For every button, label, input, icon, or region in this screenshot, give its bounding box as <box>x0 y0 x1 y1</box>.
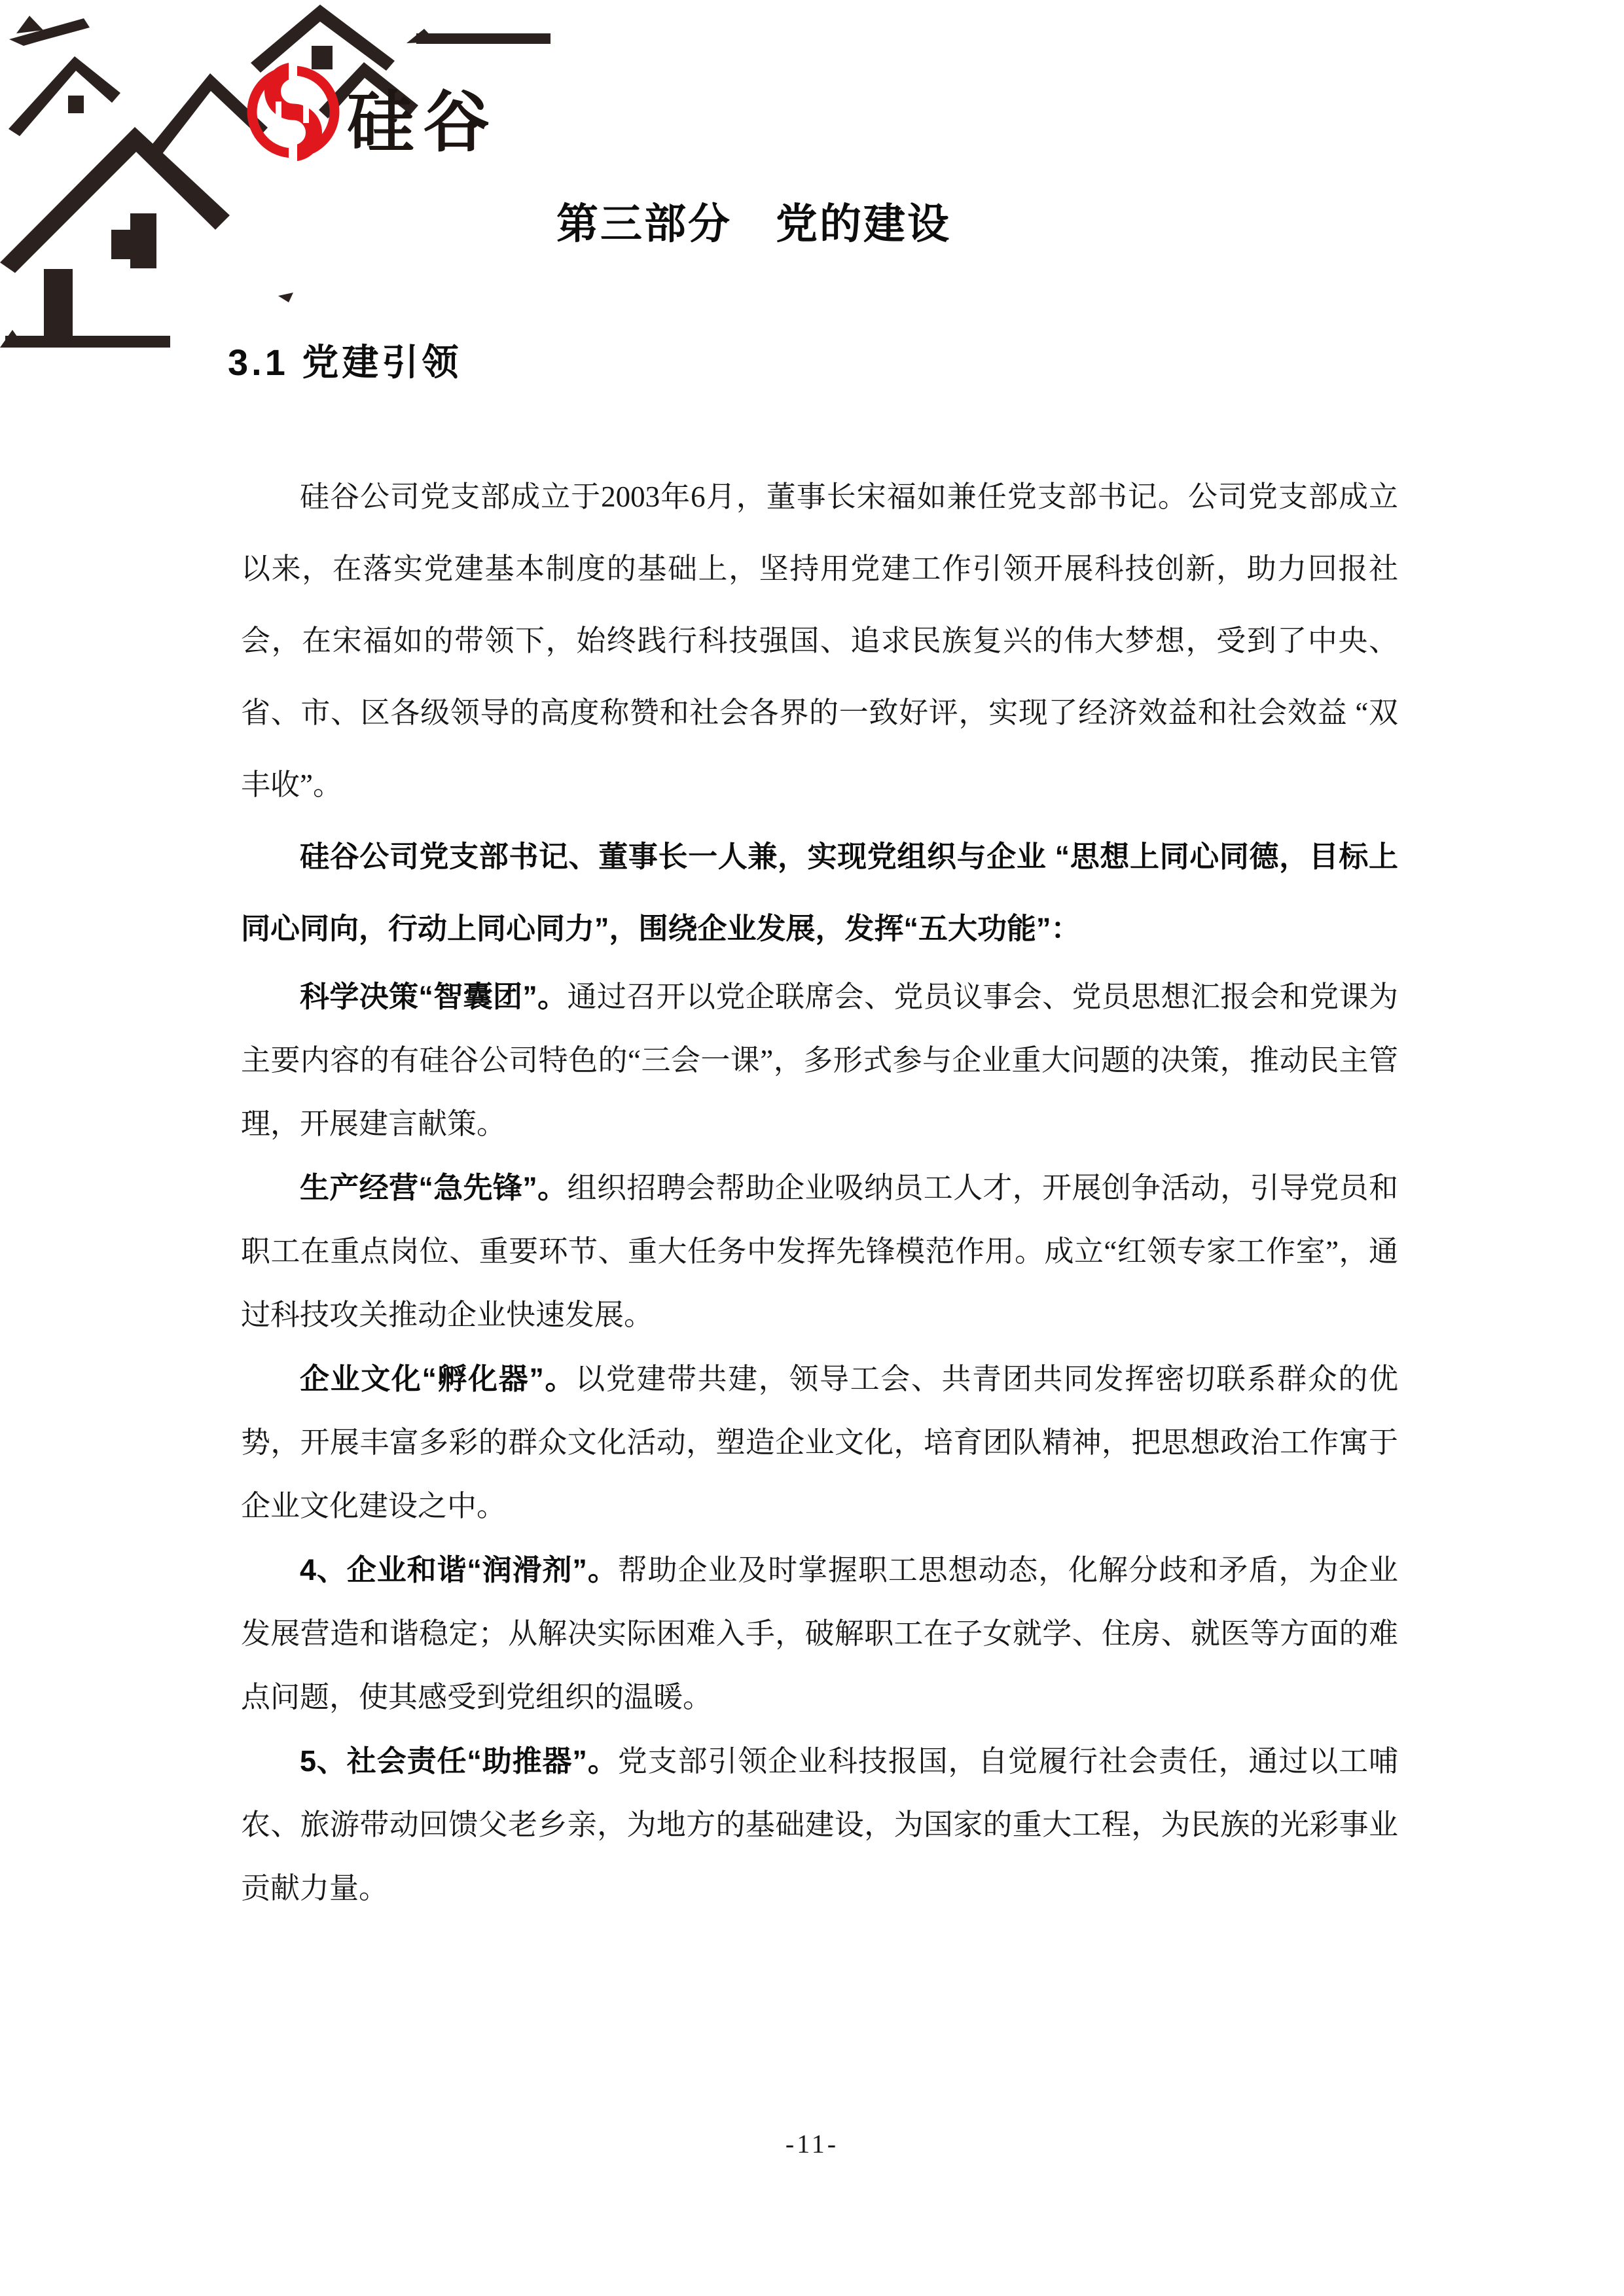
paragraph-lead: 5、社会责任“助推器”。 <box>300 1744 618 1778</box>
paragraph-text: 硅谷公司党支部成立于2003年6月，董事长宋福如兼任党支部书记。公司党支部成立以来，在落实党建基本制度的基础上，坚持用党建工作引领开展科技创新，助力回报社会，在宋福如的带领下，始终践行科技强国、追求民族复兴的伟大梦想，受到了中央、省、市、区各级领导的高度称赞和社会各界的一致好评，实现了经济效益和社会效益 “双丰收”。 <box>241 480 1398 801</box>
paragraph <box>241 965 1398 1156</box>
page-title: 第三部分 党的建设 <box>556 200 951 247</box>
paragraph-text: 帮助企业及时掌握职工思想动态，化解分歧和矛盾，为企业发展营造和谐稳定；从解决实际困难入手，破解职工在子女就学、住房、就医等方面的难点问题，使其感受到党组织的温暖。 <box>241 1554 1398 1713</box>
paragraph-text: 通过召开以党企联席会、党员议事会、党员思想汇报会和党课为主要内容的有硅谷公司特色的“三会一课”，多形式参与企业重大问题的决策，推动民主管理，开展建言献策。 <box>241 980 1398 1140</box>
paragraph-lead: 4、企业和谐“润滑剂”。 <box>300 1553 618 1587</box>
paragraph-lead: 硅谷公司党支部书记、董事长一人兼，实现党组织与企业 “思想上同心同德，目标上同心同向，行动上同心同力”，围绕企业发展，发挥“五大功能”： <box>241 840 1398 945</box>
paragraph <box>241 1729 1398 1920</box>
document-body <box>241 461 1398 1920</box>
paragraph-text: 组织招聘会帮助企业吸纳员工人才，开展创争活动，引导党员和职工在重点岗位、重要环节、重大任务中发挥先锋模范作用。成立“红领专家工作室”，通过科技攻关推动企业快速发展。 <box>241 1172 1398 1331</box>
paragraph <box>241 1347 1398 1538</box>
paragraph-lead: 企业文化“孵化器”。 <box>300 1362 576 1395</box>
section-heading: 3.1 党建引领 <box>228 342 462 383</box>
paragraph-lead: 科学决策“智囊团”。 <box>300 980 568 1013</box>
paragraph-text: 党支部引领企业科技报国，自觉履行社会责任，通过以工哺农、旅游带动回馈父老乡亲，为地方的基础建设，为国家的重大工程，为民族的光彩事业贡献力量。 <box>241 1745 1398 1905</box>
logo-wordmark: 硅谷 <box>347 85 499 160</box>
paragraph <box>241 821 1398 965</box>
paragraph-text: 以党建带共建，领导工会、共青团共同发挥密切联系群众的优势，开展丰富多彩的群众文化活动，塑造企业文化，培育团队精神，把思想政治工作寓于企业文化建设之中。 <box>241 1363 1398 1522</box>
page-number: -11- <box>785 2129 839 2159</box>
paragraph-lead: 生产经营“急先锋”。 <box>300 1171 568 1204</box>
paragraph <box>241 1538 1398 1729</box>
paragraph <box>241 461 1398 821</box>
company-logo <box>0 0 563 367</box>
logo-roofline-icon <box>0 5 550 348</box>
paragraph <box>241 1156 1398 1347</box>
